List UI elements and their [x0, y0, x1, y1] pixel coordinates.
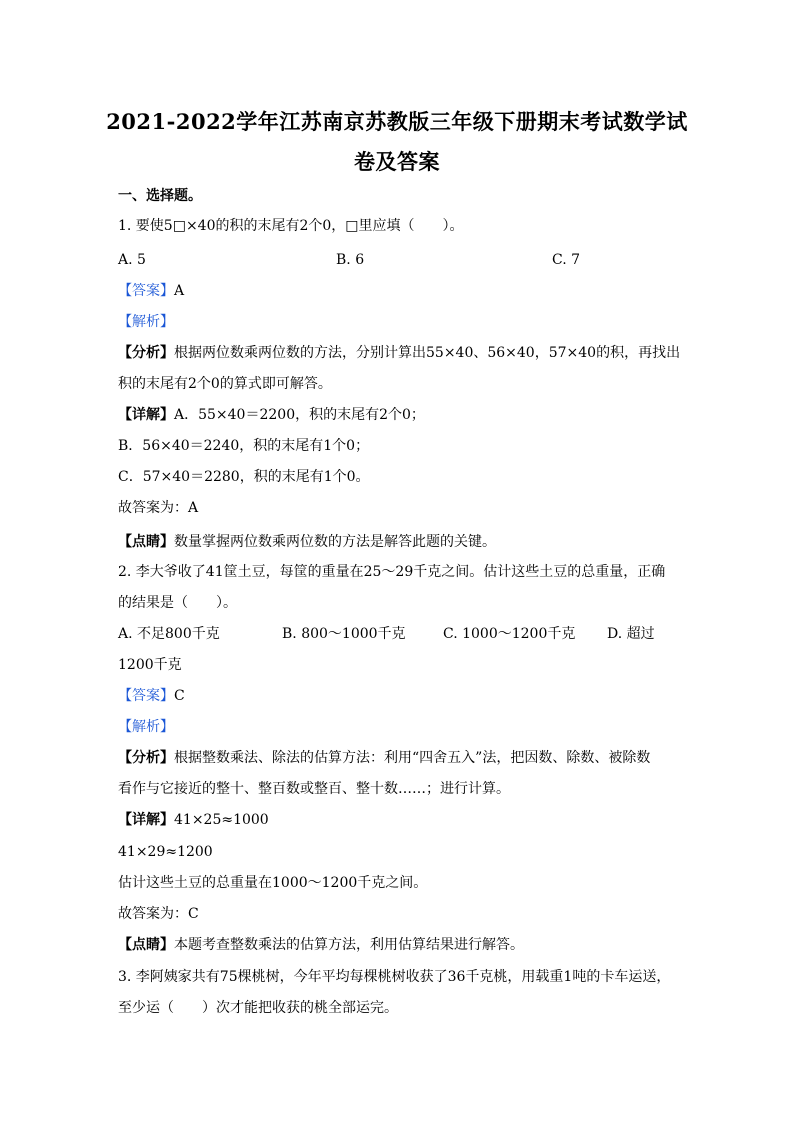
q1-stem: 1. 要使5□×40的积的末尾有2个0，□里应填（ ）。 — [118, 218, 464, 234]
doc-title-line2: 卷及答案 — [354, 149, 440, 174]
detail-tag: 【详解】 — [118, 812, 174, 828]
q1-option-a: A. 5 — [118, 252, 146, 268]
fenxi-tag: 【分析】 — [118, 345, 174, 361]
q1-detail-line1 — [118, 406, 425, 424]
q1-option-c: C. 7 — [552, 252, 581, 268]
q2-final-answer: 故答案为：C — [118, 906, 199, 922]
q2-fenxi-line1 — [118, 749, 650, 767]
q2-stem-line2: 的结果是（ ）。 — [118, 595, 237, 611]
q1-detail-line3: C．57×40＝2280，积的末尾有1个0。 — [118, 469, 370, 485]
q1-dianjing — [118, 533, 496, 551]
dianjing-text: 数量掌握两位数乘两位数的方法是解答此题的关键。 — [174, 534, 496, 550]
q2-detail-line3: 估计这些土豆的总重量在1000～1200千克之间。 — [118, 875, 428, 891]
answer-value: C — [174, 688, 185, 704]
answer-tag: 【答案】 — [118, 283, 174, 299]
q2-dianjing — [118, 936, 524, 954]
q2-option-d-cont: 1200千克 — [118, 657, 182, 673]
fenxi-text: 根据整数乘法、除法的估算方法：利用“四舍五入”法，把因数、除数、被除数 — [174, 750, 651, 766]
answer-value: A — [174, 283, 185, 299]
q2-detail-line1 — [118, 811, 269, 829]
q2-analysis-tag: 【解析】 — [118, 719, 174, 735]
q2-option-c: C. 1000～1200千克 — [443, 626, 576, 642]
q2-answer — [118, 687, 185, 705]
q2-stem-line1: 2. 李大爷收了41筐土豆，每筐的重量在25～29千克之间。估计这些土豆的总重量，正确 — [118, 564, 666, 580]
q1-answer — [118, 282, 184, 300]
q2-option-d: D. 超过 — [607, 626, 655, 642]
doc-title-line1: 2021-2022学年江苏南京苏教版三年级下册期末考试数学试 — [106, 109, 688, 134]
q2-option-a: A. 不足800千克 — [118, 626, 220, 642]
dianjing-tag: 【点睛】 — [118, 534, 174, 550]
fenxi-text: 根据两位数乘两位数的方法，分别计算出55×40、56×40，57×40的积，再找出 — [174, 345, 681, 361]
detail-text: 41×25≈1000 — [174, 812, 269, 828]
q2-fenxi-line2: 看作与它接近的整十、整百数或整百、整十数……；进行计算。 — [118, 781, 510, 797]
fenxi-tag: 【分析】 — [118, 750, 174, 766]
section-heading: 一、选择题。 — [118, 188, 202, 204]
q2-option-b: B. 800～1000千克 — [282, 626, 406, 642]
q3-stem-line1: 3. 李阿姨家共有75棵桃树，今年平均每棵桃树收获了36千克桃，用载重1吨的卡车运送， — [118, 969, 671, 985]
answer-tag: 【答案】 — [118, 688, 174, 704]
dianjing-tag: 【点睛】 — [118, 937, 174, 953]
q2-detail-line2: 41×29≈1200 — [118, 844, 213, 860]
q3-stem-line2: 至少运（ ）次才能把收获的桃全部运完。 — [118, 1000, 398, 1016]
q1-detail-line2: B．56×40＝2240，积的末尾有1个0； — [118, 438, 370, 454]
q1-fenxi-line1 — [118, 344, 680, 362]
detail-tag: 【详解】 — [118, 407, 174, 423]
detail-text: A．55×40＝2200，积的末尾有2个0； — [174, 407, 425, 423]
q1-fenxi-line2: 积的末尾有2个0的算式即可解答。 — [118, 376, 332, 392]
q1-option-b: B. 6 — [336, 252, 365, 268]
q1-final-answer: 故答案为：A — [118, 500, 199, 516]
q1-analysis-tag: 【解析】 — [118, 314, 174, 330]
dianjing-text: 本题考查整数乘法的估算方法，利用估算结果进行解答。 — [174, 937, 524, 953]
